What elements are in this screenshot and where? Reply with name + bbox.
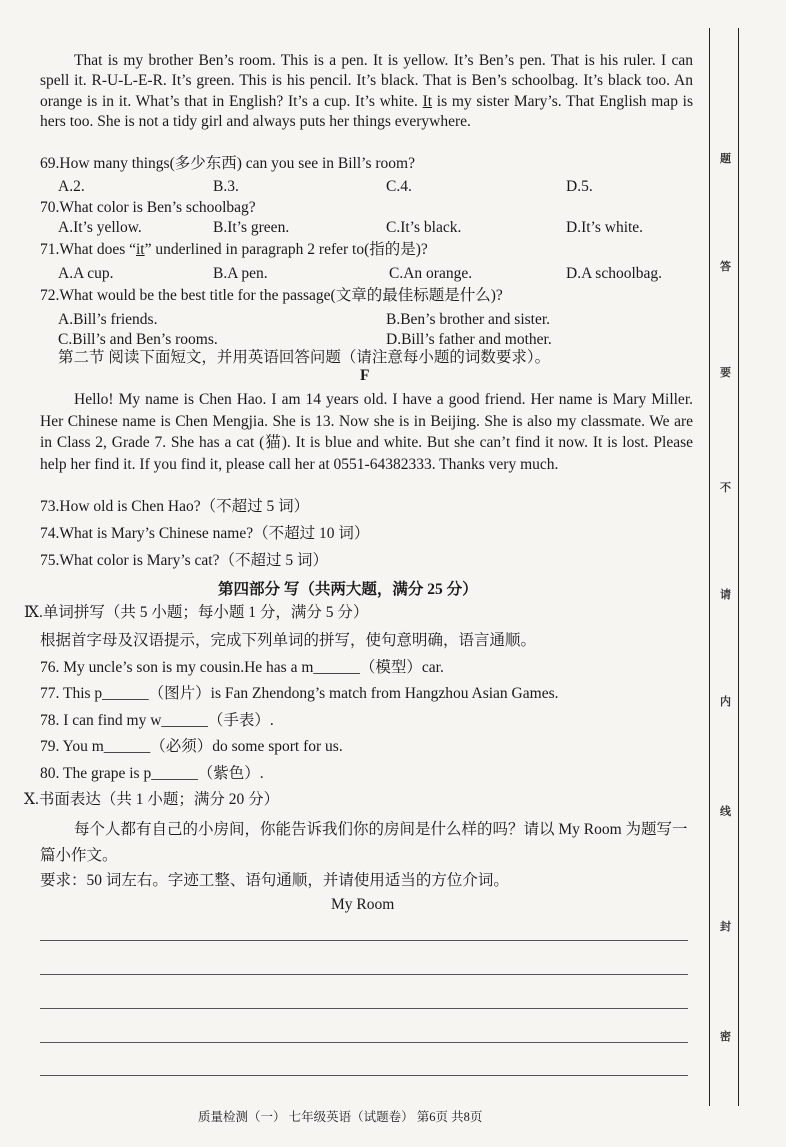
question-76: 76. My uncle’s son is my cousin.He has a m______（模型）car. [40, 659, 444, 676]
q71-option-d: D.A schoolbag. [566, 265, 663, 282]
page-footer: 质量检测（一） 七年级英语（试题卷） 第6页 共8页 [198, 1110, 483, 1124]
q72-option-b: B.Ben’s brother and sister. [386, 311, 551, 328]
binding-mark: 请 [720, 589, 731, 601]
question-74: 74.What is Mary’s Chinese name?（不超过 10 词） [40, 525, 370, 542]
question-80: 80. The grape is p______（紫色）. [40, 765, 264, 782]
section-10-prompt: 每个人都有自己的小房间，你能告诉我们你的房间是什么样的吗？请以 My Room 为题写一篇小作文。 [40, 821, 688, 864]
underlined-it: It [422, 92, 433, 110]
q72-option-a: A.Bill’s friends. [58, 311, 158, 328]
binding-mark: 线 [720, 806, 731, 818]
q72-option-c: C.Bill’s and Ben’s rooms. [58, 331, 218, 348]
q71-option-a: A.A cup. [58, 265, 114, 282]
q70-option-b: B.It’s green. [213, 219, 290, 236]
q69-option-a: A.2. [58, 178, 85, 195]
question-73: 73.How old is Chen Hao?（不超过 5 词） [40, 498, 310, 515]
writing-line[interactable] [40, 1008, 688, 1009]
passage-f-label: F [360, 367, 370, 384]
part-4-title: 第四部分 写（共两大题，满分 25 分） [218, 581, 478, 598]
question-79: 79. You m______（必须）do some sport for us. [40, 738, 343, 755]
binding-mark: 密 [720, 1031, 731, 1043]
binding-mark: 要 [720, 367, 731, 379]
q69-option-b: B.3. [213, 178, 239, 195]
q71-option-c: C.An orange. [389, 265, 473, 282]
writing-line[interactable] [40, 1075, 688, 1076]
binding-mark: 封 [720, 921, 731, 933]
question-77: 77. This p______（图片）is Fan Zhendong’s match from Hangzhou Asian Games. [40, 685, 559, 702]
q69-option-c: C.4. [386, 178, 412, 195]
binding-mark: 不 [720, 482, 731, 494]
q70-option-a: A.It’s yellow. [58, 219, 142, 236]
section-9-title: Ⅸ.单词拼写（共 5 小题；每小题 1 分，满分 5 分） [24, 604, 369, 621]
question-69: 69.How many things(多少东西) can you see in Bill’s room? [40, 155, 415, 172]
q70-option-c: C.It’s black. [386, 219, 462, 236]
question-72: 72.What would be the best title for the passage(文章的最佳标题是什么)? [40, 287, 503, 304]
binding-margin-line [709, 28, 710, 1106]
q70-option-d: D.It’s white. [566, 219, 644, 236]
question-71: 71.What does “it” underlined in paragraph 2 refer to(指的是)? [40, 241, 428, 258]
passage-e-paragraph: That is my brother Ben’s room. This is a pen. It is yellow. It’s Ben’s pen. That is his ruler. I can spell it. R-U-L-E-R. It’s green. This is his pencil. It’s black. That is Ben’s schoolbag. It’s black too. An orange is in it. What’s that in English? It’s a cup. It’s white. It is my sister Mary’s. That English map is hers too. She is not a tidy girl and always puts her things everywhere. [40, 52, 693, 130]
question-70: 70.What color is Ben’s schoolbag? [40, 199, 256, 216]
writing-line[interactable] [40, 974, 688, 975]
section-2-title: 第二节 阅读下面短文，并用英语回答问题（请注意每小题的词数要求）。 [58, 349, 551, 366]
binding-mark: 题 [720, 153, 731, 165]
q72-option-d: D.Bill’s father and mother. [386, 331, 552, 348]
q69-option-d: D.5. [566, 178, 593, 195]
question-78: 78. I can find my w______（手表）. [40, 712, 274, 729]
binding-mark: 内 [720, 696, 731, 708]
section-9-instructions: 根据首字母及汉语提示，完成下列单词的拼写，使句意明确，语言通顺。 [40, 632, 537, 649]
binding-mark: 答 [720, 261, 731, 273]
q71-option-b: B.A pen. [213, 265, 268, 282]
question-75: 75.What color is Mary’s cat?（不超过 5 词） [40, 552, 328, 569]
essay-title: My Room [331, 896, 395, 913]
writing-line[interactable] [40, 940, 688, 941]
section-10-title: Ⅹ.书面表达（共 1 小题；满分 20 分） [24, 791, 280, 808]
writing-line[interactable] [40, 1042, 688, 1043]
binding-margin-line [738, 28, 739, 1106]
section-10-requirements: 要求：50 词左右。字迹工整、语句通顺，并请使用适当的方位介词。 [40, 872, 509, 889]
passage-f-paragraph: Hello! My name is Chen Hao. I am 14 years old. I have a good friend. Her name is Mary Miller. Her Chinese name is Chen Mengjia. She is 13. Now she is in Beijing. She is also my classmate. We are in Class 2, Grade 7. She has a cat (猫). It is blue and white. But she can’t find it now. It is lost. Please help her find it. If you find it, please call her at 0551-64382333. Thanks very much. [40, 391, 693, 473]
